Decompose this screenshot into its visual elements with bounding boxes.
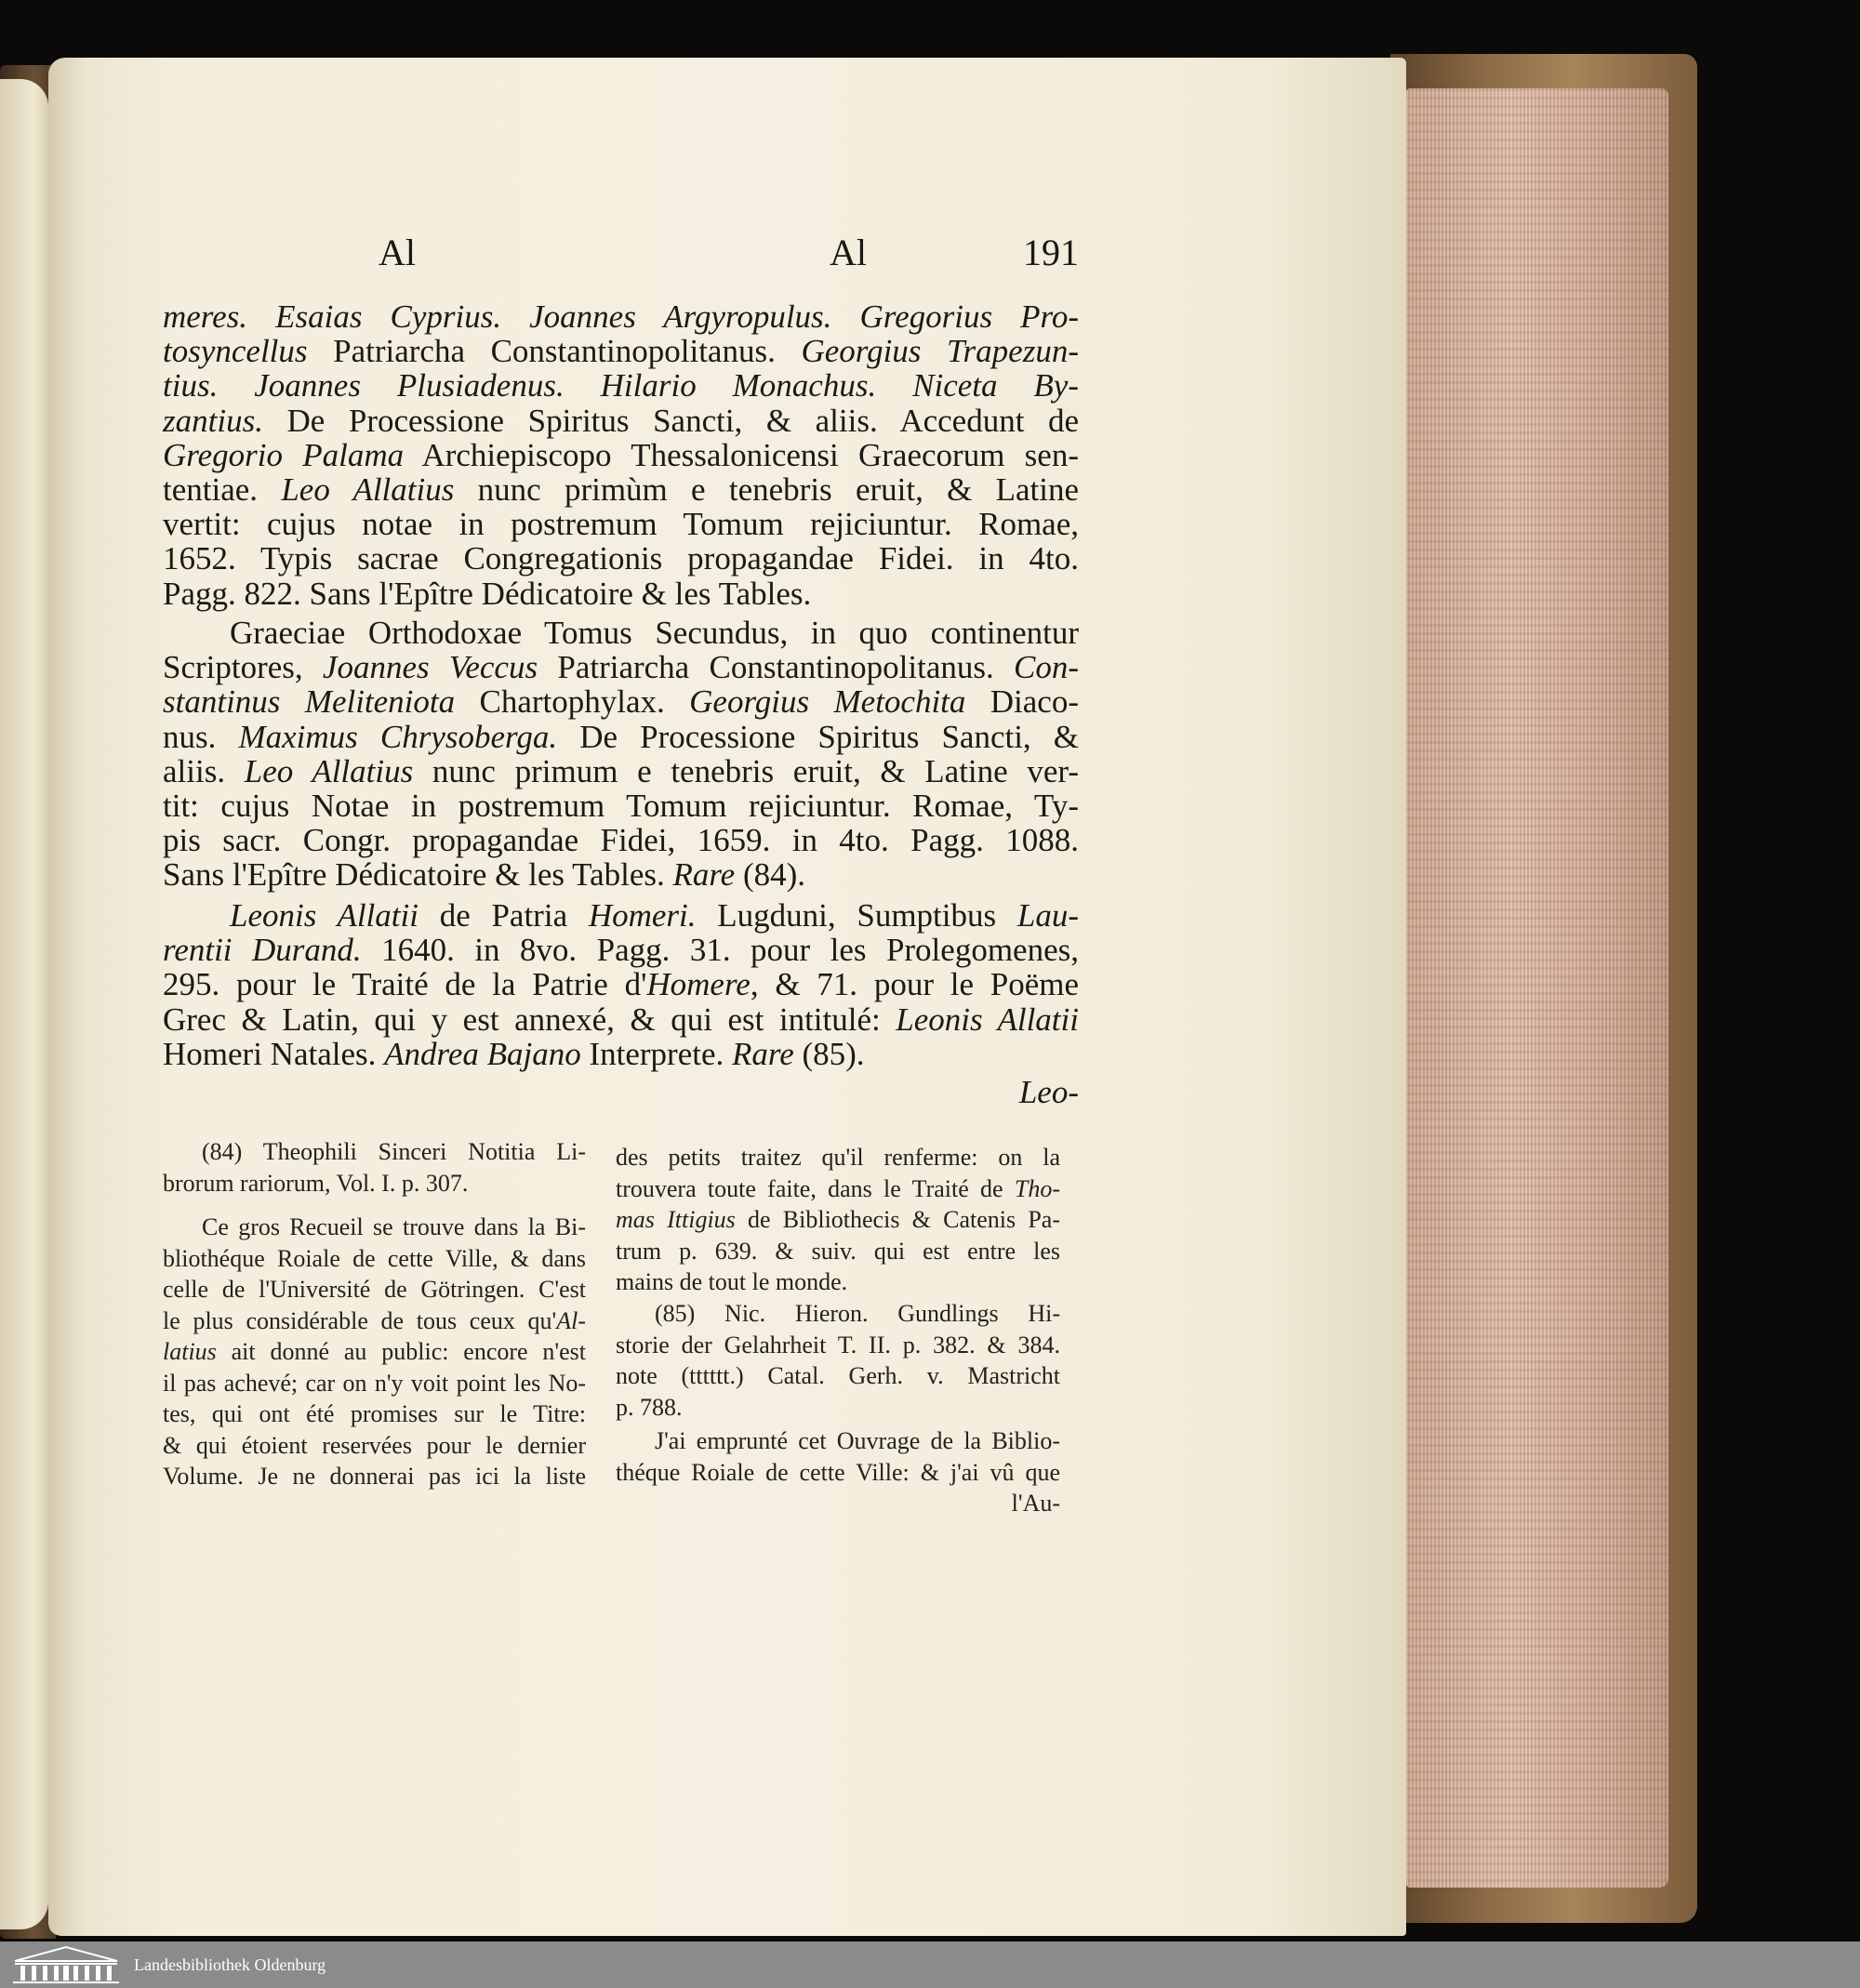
text-segment: (84) Theophili Sinceri Notitia Li- [202, 1138, 586, 1165]
text-segment: Pagg. 822. Sans l'Epître Dédicatoire & les Tables. [163, 575, 812, 612]
text-line [616, 1392, 1060, 1424]
text-segment: De Processione Spiritus Sancti, & [557, 718, 1079, 755]
text-segment: 295. pour le Traité de la Patrie d' [163, 966, 647, 1003]
text-segment: bliothéque Roiale de cette Ville, & dans [163, 1244, 586, 1272]
text-line [616, 1204, 1060, 1236]
text-segment: le plus considérable de tous ceux qu' [163, 1306, 557, 1334]
italic-segment: Tho- [1014, 1174, 1060, 1202]
text-line [616, 1330, 1060, 1361]
text-segment: Grec & Latin, qui y est annexé, & qui est intitulé: [163, 1001, 897, 1038]
text-segment: de Patria [418, 897, 589, 934]
text-segment: Chartophylax. [455, 683, 690, 721]
text-line [616, 1298, 1060, 1330]
text-segment: Patriarcha Constantinopolitanus. [307, 333, 802, 370]
italic-segment: Homere [646, 966, 751, 1003]
text-line [163, 1136, 586, 1168]
text-line [616, 1236, 1060, 1267]
text-segment: il pas achevé; car on n'y voit point les No- [163, 1369, 586, 1397]
text-line [163, 1336, 586, 1368]
text-line [163, 1274, 586, 1305]
italic-segment: Homeri. [588, 897, 697, 934]
text-line [163, 1430, 586, 1462]
italic-segment: Leonis Allatii [230, 897, 418, 934]
italic-segment: mas Ittigius [616, 1206, 736, 1233]
text-segment: Patriarcha Constantinopolitanus. [538, 649, 1014, 686]
catchword [163, 1075, 1079, 1109]
text-segment: Volume. Je ne donnerai pas ici la liste [163, 1463, 586, 1490]
text-segment: Ce gros Recueil se trouve dans la Bi- [202, 1213, 586, 1240]
text-segment: celle de l'Université de Götringen. C'est [163, 1276, 586, 1303]
italic-segment: meres. Esaias Cyprius. Joannes Argyropulus. Gregorius Pro- [163, 298, 1079, 335]
text-segment: Archiepiscopo Thessalonicensi Graecorum sen- [404, 436, 1079, 473]
text-line [163, 1002, 1079, 1037]
text-segment: tes, qui ont été promises sur le Titre: [163, 1400, 586, 1427]
text-segment: pis sacr. Congr. propagandae Fidei, 1659. in 4to. Pagg. 1088. [163, 822, 1079, 859]
italic-segment: Joannes Veccus [322, 649, 538, 686]
text-line [163, 1305, 586, 1337]
italic-segment: Rare [732, 1035, 794, 1072]
italic-segment: tius. Joannes Plusiadenus. Hilario Monachus. Niceta By- [163, 367, 1079, 404]
text-line [163, 823, 1079, 857]
text-segment: nunc primum e tenebris eruit, & Latine ver- [413, 752, 1080, 789]
text-line [616, 1360, 1060, 1392]
text-line [163, 404, 1079, 438]
footnote-84-continued [616, 1142, 1060, 1298]
text-line [616, 1142, 1060, 1173]
text-line [163, 577, 1079, 611]
text-segment: nunc primùm e tenebris eruit, & Latine [454, 471, 1080, 509]
catchword-text: Leo- [1018, 1074, 1079, 1110]
italic-segment: latius [163, 1338, 217, 1365]
text-line [163, 1212, 586, 1243]
text-line [163, 616, 1079, 650]
page-number: 191 [1023, 232, 1079, 273]
text-line [163, 334, 1079, 368]
italic-segment: Con- [1013, 649, 1079, 686]
footnote-catchword [616, 1488, 1060, 1519]
entry-graeciae-orthodoxae-vol1 [163, 299, 1079, 611]
text-segment: Graeciae Orthodoxae Tomus Secundus, in quo continentur [230, 615, 1079, 651]
text-segment: de Bibliothecis & Catenis Pa- [735, 1206, 1060, 1233]
text-segment: Sans l'Epître Dédicatoire & les Tables. [163, 856, 673, 894]
text-segment: Scriptores, [163, 649, 323, 686]
text-line [616, 1457, 1060, 1489]
text-segment: tit: cujus Notae in postremum Tomum rejiciuntur. Romae, Ty- [163, 788, 1079, 825]
italic-segment: Maximus Chrysoberga. [238, 718, 558, 755]
text-segment: Interprete. [580, 1035, 732, 1072]
text-line [163, 720, 1079, 754]
footnote-85-commentary [616, 1425, 1060, 1488]
footnote-84-commentary [163, 1212, 586, 1492]
text-line [163, 933, 1079, 967]
footer-bar [0, 1942, 1860, 1988]
italic-segment: zantius. [163, 402, 263, 439]
italic-segment: Rare [672, 856, 736, 894]
italic-segment: Andrea Bajano [384, 1035, 581, 1072]
text-segment: storie der Gelahrheit T. II. p. 382. & 384. [616, 1331, 1060, 1358]
text-segment: De Processione Spiritus Sancti, & aliis. Accedunt de [262, 402, 1079, 439]
text-segment: , & 71. pour le Poëme [750, 966, 1079, 1003]
text-line [163, 1368, 586, 1399]
text-line [163, 368, 1079, 403]
library-building-logo [11, 1944, 121, 1985]
text-segment: trum p. 639. & suiv. qui est entre les [616, 1237, 1060, 1265]
text-segment: aliis. [163, 752, 245, 789]
text-segment: Homeri Natales. [163, 1035, 385, 1072]
text-line [163, 438, 1079, 472]
italic-segment: Lau- [1016, 897, 1079, 934]
text-segment: ait donné au public: encore n'est [216, 1338, 586, 1365]
library-name: Landesbibliothek Oldenburg [134, 1955, 326, 1974]
italic-segment: Al- [556, 1306, 586, 1334]
text-line [163, 789, 1079, 823]
text-segment: J'ai emprunté cet Ouvrage de la Biblio- [655, 1427, 1060, 1454]
text-segment: & qui étoient reservées pour le dernier [163, 1431, 586, 1459]
text-line [163, 967, 1079, 1001]
text-segment: théque Roiale de cette Ville: & j'ai vû que [616, 1458, 1060, 1486]
text-line [616, 1173, 1060, 1205]
italic-segment: Leo Allatius [244, 752, 414, 789]
text-line [163, 299, 1079, 334]
text-line [163, 1168, 586, 1199]
running-head-left: Al [379, 232, 416, 273]
text-segment: brorum rariorum, Vol. I. p. 307. [163, 1169, 469, 1197]
text-line [163, 1461, 586, 1492]
text-segment: trouvera toute faite, dans le Traité de [616, 1174, 1015, 1202]
text-line [163, 857, 1079, 892]
text-line [163, 754, 1079, 789]
italic-segment: Georgius Trapezun- [801, 333, 1079, 370]
italic-segment: tosyncellus [163, 333, 308, 370]
entry-de-patria-homeri [163, 898, 1079, 1071]
text-segment: des petits traitez qu'il renferme: on la [616, 1144, 1060, 1171]
text-segment: vertit: cujus notae in postremum Tomum rejiciuntur. Romae, [163, 506, 1079, 543]
text-segment: nus. [163, 718, 239, 755]
footnote-catchword-text: l'Au- [1011, 1490, 1060, 1517]
italic-segment: stantinus Meliteniota [163, 683, 456, 721]
italic-segment: rentii Durand. [163, 932, 362, 969]
text-segment: Diaco- [965, 683, 1079, 721]
text-segment: Lugduni, Sumptibus [696, 897, 1017, 934]
text-line [163, 472, 1079, 507]
running-head-center: Al [830, 232, 867, 273]
running-head [163, 231, 1079, 286]
italic-segment: Leo Allatius [281, 471, 455, 509]
text-segment: tentiae. [163, 471, 282, 509]
text-line [163, 507, 1079, 541]
text-segment: mains de tout le monde. [616, 1268, 848, 1295]
italic-segment: Georgius Metochita [689, 683, 966, 721]
text-line [163, 650, 1079, 684]
text-segment: p. 788. [616, 1393, 683, 1421]
text-line [163, 541, 1079, 576]
italic-segment: Leonis Allatii [896, 1001, 1079, 1038]
previous-page-edge [0, 79, 48, 1929]
italic-segment: Gregorio Palama [163, 436, 405, 473]
text-line [616, 1266, 1060, 1298]
text-segment: 1640. in 8vo. Pagg. 31. pour les Prolegomenes, [361, 932, 1079, 969]
text-line [163, 1398, 586, 1430]
page-block-edge [1406, 88, 1668, 1888]
text-segment: (85) Nic. Hieron. Gundlings Hi- [655, 1300, 1060, 1327]
text-segment: (84). [735, 856, 806, 894]
footnote-84 [163, 1136, 586, 1199]
text-line [163, 1243, 586, 1275]
text-segment: (85). [793, 1035, 865, 1072]
entry-graeciae-orthodoxae-vol2 [163, 616, 1079, 893]
text-segment: 1652. Typis sacrae Congregationis propagandae Fidei. in 4to. [163, 540, 1079, 577]
footnote-85 [616, 1298, 1060, 1423]
text-line [616, 1425, 1060, 1457]
text-line [163, 684, 1079, 719]
text-line [163, 898, 1079, 933]
text-line [163, 1037, 1079, 1071]
text-segment: note (tttttt.) Catal. Gerh. v. Mastricht [616, 1362, 1060, 1389]
